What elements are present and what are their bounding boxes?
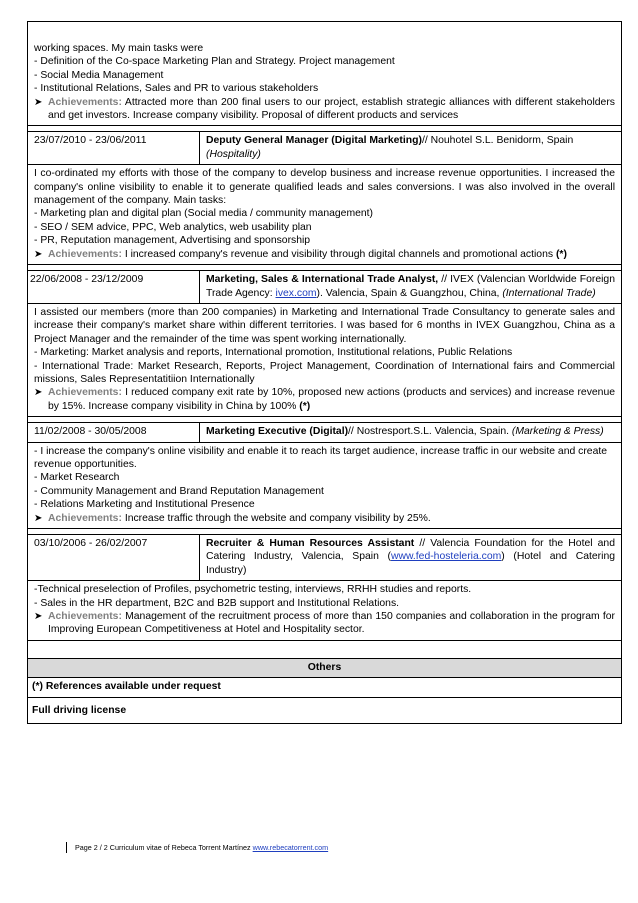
job-body <box>28 165 622 265</box>
job-title: Marketing Executive (Digital) <box>206 426 349 438</box>
intro-line: - Definition of the Co-space Marketing Plan and Strategy. Project management <box>34 56 395 68</box>
cv-table <box>27 21 622 724</box>
job-title: Deputy General Manager (Digital Marketing) <box>206 135 422 147</box>
company-link[interactable]: www.fed-hosteleria.com <box>390 551 502 563</box>
achievement-text: Management of the recruitment process of more than 150 companies and collaboration in the program for Improving European Competitiveness at Hotel and Hospitality sector. <box>48 611 615 636</box>
arrow-bullet-icon: ➤ <box>34 512 43 524</box>
company-link[interactable]: ivex.com <box>275 287 317 299</box>
achievement <box>34 512 615 525</box>
achievement-suffix: (*) <box>555 248 567 260</box>
job-line: - PR, Reputation management, Advertising and sponsorship <box>34 235 311 247</box>
job-company: // IVEX (Valencian Worldwide Foreign Trade Agency: <box>206 274 615 299</box>
job-body-row <box>28 165 622 265</box>
job-header-row <box>28 535 622 581</box>
job-body-row <box>28 442 622 528</box>
arrow-bullet-icon: ➤ <box>34 387 43 399</box>
job-header-row <box>28 423 622 442</box>
job-line: - I increase the company's online visibility and enable it to reach its target audience, increase traffic in our website and create revenue opportunities. <box>34 445 608 470</box>
job-line: -Technical preselection of Profiles, psychometric testing, interviews, RRHH studies and reports. <box>34 584 472 596</box>
others-row <box>28 678 622 697</box>
job-line: - Community Management and Brand Reputation Management <box>34 485 324 497</box>
job-header-row <box>28 271 622 304</box>
achievement <box>34 386 615 413</box>
job-sector: (Hospitality) <box>206 148 261 160</box>
others-heading: Others <box>28 658 622 677</box>
achievement-text: Increase traffic through the website and company visibility by 25%. <box>124 512 431 524</box>
job-line: - Sales in the HR department, B2C and B2B support and Institutional Relations. <box>34 597 400 609</box>
intro-line: - Institutional Relations, Sales and PR to various stakeholders <box>34 83 319 95</box>
job-title-cell <box>200 132 622 165</box>
others-row <box>28 697 622 723</box>
achievement-label: Achievements: <box>48 96 122 108</box>
others-header-row <box>28 658 622 677</box>
intro-cell <box>28 22 622 126</box>
achievement-text: I increased company's revenue and visibility through digital channels and promotional actions <box>124 248 556 260</box>
achievement-suffix: (*) <box>299 400 311 412</box>
footer-website-link[interactable]: www.rebecatorrent.com <box>252 843 329 852</box>
job-title-cell <box>200 271 622 304</box>
others-item: (*) References available under request <box>28 678 622 697</box>
job-line: - SEO / SEM advice, PPC, Web analytics, web usability plan <box>34 221 312 233</box>
job-body <box>28 581 622 641</box>
achievement <box>34 96 615 123</box>
job-title: Marketing, Sales & International Trade Analyst, <box>206 274 439 286</box>
achievement-text: Attracted more than 200 final users to our project, establish strategic alliances with different stakeholders and get investors. Increase company visibility. Proposal of different products and services <box>48 96 615 122</box>
achievement-label: Achievements: <box>48 387 122 399</box>
job-body <box>28 442 622 528</box>
job-company: // Nouhotel S.L. Benidorm, Spain <box>421 135 574 147</box>
job-title-cell <box>200 423 622 442</box>
intro-row <box>28 22 622 126</box>
job-dates: 03/10/2006 - 26/02/2007 <box>28 535 200 581</box>
cv-page <box>27 21 621 724</box>
job-title-cell <box>200 535 622 581</box>
arrow-bullet-icon: ➤ <box>34 611 43 623</box>
job-sector: (Marketing & Press) <box>511 426 604 438</box>
job-company: // Nostresport.S.L. Valencia, Spain. <box>348 426 512 438</box>
job-line: I co-ordinated my efforts with those of the company to develop business and increase revenue opportunities. I increased the company's online visibility to enable it to generate qualified leads and sales conversions. I was also involved in the overall management of the company. Main tasks: <box>34 168 615 207</box>
page-footer <box>66 842 328 853</box>
job-header-row <box>28 132 622 165</box>
job-body-row <box>28 303 622 416</box>
job-company: // Valencia Foundation for the Hotel and Catering Industry, Valencia, Spain ( <box>206 538 615 563</box>
job-line: - Marketing: Market analysis and reports, International promotion, Institutional relations, Public Relations <box>34 347 513 359</box>
job-body-row <box>28 581 622 641</box>
job-line: - Relations Marketing and Institutional Presence <box>34 499 255 511</box>
others-item: Full driving license <box>28 697 622 723</box>
job-sector: (International Trade) <box>502 287 596 299</box>
achievement-label: Achievements: <box>48 248 122 260</box>
intro-line: - Social Media Management <box>34 69 164 81</box>
arrow-bullet-icon: ➤ <box>34 96 43 108</box>
footer-text: Page 2 / 2 Curriculum vitae of Rebeca Torrent Martínez <box>75 843 253 852</box>
job-dates: 23/07/2010 - 23/06/2011 <box>28 132 200 165</box>
job-dates: 22/06/2008 - 23/12/2009 <box>28 271 200 304</box>
intro-line: working spaces. My main tasks were <box>34 43 204 54</box>
job-line: - International Trade: Market Research, Reports, Project Management, Coordination of International fairs and Commercial missions, Sales Representatitiion Internationally <box>34 360 615 385</box>
job-company-rest: ) (Hotel and Catering Industry) <box>206 551 615 576</box>
achievement-text: I reduced company exit rate by 10%, proposed new actions (products and services) and increase revenue by 15%. Increase company visibility in China by 100% <box>48 387 616 412</box>
achievement <box>34 248 615 261</box>
achievement <box>34 610 615 637</box>
job-line: - Market Research <box>34 472 120 484</box>
job-line: I assisted our members (more than 200 companies) in Marketing and International Trade Consultancy to generate sales and increase their company's market share within different territories. I was based for 6 months in IVEX Guangzhou, China as a Project Manager and the remainder of the time was spent working internationally. <box>34 306 615 345</box>
job-title: Recruiter & Human Resources Assistant <box>206 538 415 549</box>
arrow-bullet-icon: ➤ <box>34 248 43 260</box>
job-line: - Marketing plan and digital plan (Social media / community management) <box>34 208 374 220</box>
achievement-label: Achievements: <box>48 611 122 623</box>
job-company-rest: ). Valencia, Spain & Guangzhou, China, <box>316 287 503 299</box>
job-body <box>28 303 622 416</box>
job-dates: 11/02/2008 - 30/05/2008 <box>28 423 200 442</box>
achievement-label: Achievements: <box>48 512 122 524</box>
